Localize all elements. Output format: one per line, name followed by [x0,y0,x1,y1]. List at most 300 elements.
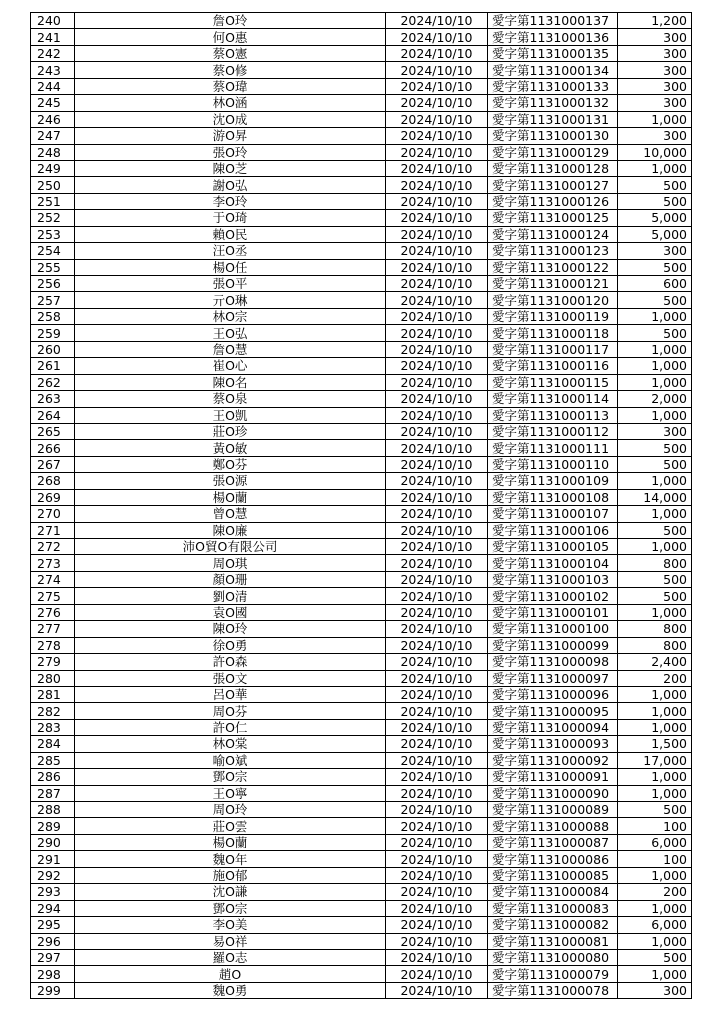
receipt-number: 愛字第1131000086 [488,851,618,867]
row-number: 295 [31,917,75,933]
donation-amount: 300 [618,95,692,111]
table-row [31,111,692,127]
row-number: 298 [31,966,75,982]
table-row [31,259,692,275]
row-number: 285 [31,752,75,768]
receipt-number: 愛字第1131000136 [488,29,618,45]
donor-name: 林O宗 [75,308,386,324]
row-number: 273 [31,555,75,571]
table-row [31,391,692,407]
donor-name: 亓O琳 [75,292,386,308]
table-row [31,637,692,653]
donation-date: 2024/10/10 [386,292,488,308]
table-row [31,834,692,850]
row-number: 252 [31,210,75,226]
table-row [31,276,692,292]
donation-date: 2024/10/10 [386,193,488,209]
row-number: 243 [31,62,75,78]
row-number: 268 [31,473,75,489]
donation-amount: 100 [618,818,692,834]
donation-date: 2024/10/10 [386,900,488,916]
table-row [31,29,692,45]
donation-date: 2024/10/10 [386,621,488,637]
row-number: 296 [31,933,75,949]
table-row [31,210,692,226]
donation-date: 2024/10/10 [386,884,488,900]
receipt-number: 愛字第1131000116 [488,358,618,374]
receipt-number: 愛字第1131000085 [488,867,618,883]
donor-name: 游O昇 [75,128,386,144]
donation-date: 2024/10/10 [386,111,488,127]
donor-name: 鄭O芬 [75,456,386,472]
receipt-number: 愛字第1131000093 [488,736,618,752]
receipt-number: 愛字第1131000115 [488,374,618,390]
table-row [31,341,692,357]
table-row [31,13,692,29]
donation-date: 2024/10/10 [386,374,488,390]
receipt-number: 愛字第1131000104 [488,555,618,571]
row-number: 270 [31,506,75,522]
receipt-number: 愛字第1131000105 [488,539,618,555]
donation-date: 2024/10/10 [386,259,488,275]
receipt-number: 愛字第1131000097 [488,670,618,686]
table-row [31,555,692,571]
donor-name: 莊O珍 [75,423,386,439]
receipt-number: 愛字第1131000133 [488,78,618,94]
donation-date: 2024/10/10 [386,45,488,61]
donation-date: 2024/10/10 [386,358,488,374]
row-number: 267 [31,456,75,472]
row-number: 250 [31,177,75,193]
row-number: 246 [31,111,75,127]
receipt-number: 愛字第1131000119 [488,308,618,324]
row-number: 287 [31,785,75,801]
receipt-number: 愛字第1131000111 [488,440,618,456]
donation-date: 2024/10/10 [386,802,488,818]
table-row [31,78,692,94]
donation-date: 2024/10/10 [386,982,488,998]
donation-amount: 500 [618,588,692,604]
donation-date: 2024/10/10 [386,917,488,933]
donor-name: 沛O貿O有限公司 [75,539,386,555]
row-number: 278 [31,637,75,653]
donation-amount: 1,000 [618,407,692,423]
donor-name: 羅O志 [75,949,386,965]
table-row [31,719,692,735]
table-row [31,900,692,916]
table-row [31,982,692,998]
table-row [31,670,692,686]
receipt-number: 愛字第1131000102 [488,588,618,604]
receipt-number: 愛字第1131000125 [488,210,618,226]
table-row [31,308,692,324]
donor-name: 周O芬 [75,703,386,719]
row-number: 275 [31,588,75,604]
receipt-number: 愛字第1131000098 [488,654,618,670]
table-row [31,440,692,456]
donation-amount: 2,000 [618,391,692,407]
donation-date: 2024/10/10 [386,341,488,357]
row-number: 284 [31,736,75,752]
donation-amount: 1,000 [618,686,692,702]
donation-amount: 800 [618,621,692,637]
table-row [31,933,692,949]
table-row [31,407,692,423]
receipt-number: 愛字第1131000120 [488,292,618,308]
table-row [31,736,692,752]
donation-date: 2024/10/10 [386,670,488,686]
donor-name: 徐O勇 [75,637,386,653]
donation-amount: 1,000 [618,341,692,357]
donation-date: 2024/10/10 [386,604,488,620]
table-row [31,423,692,439]
donation-amount: 1,000 [618,966,692,982]
donor-name: 周O琪 [75,555,386,571]
donor-name: 王O弘 [75,325,386,341]
donor-name: 張O平 [75,276,386,292]
donor-name: 陳O廉 [75,522,386,538]
donation-amount: 1,000 [618,473,692,489]
donation-amount: 6,000 [618,917,692,933]
row-number: 289 [31,818,75,834]
donation-amount: 6,000 [618,834,692,850]
donation-date: 2024/10/10 [386,654,488,670]
row-number: 249 [31,160,75,176]
row-number: 257 [31,292,75,308]
table-row [31,226,692,242]
table-row [31,522,692,538]
receipt-number: 愛字第1131000127 [488,177,618,193]
donation-date: 2024/10/10 [386,966,488,982]
donor-name: 陳O名 [75,374,386,390]
donor-name: 呂O華 [75,686,386,702]
table-row [31,686,692,702]
table-row [31,966,692,982]
receipt-number: 愛字第1131000132 [488,95,618,111]
donation-amount: 800 [618,637,692,653]
table-row [31,473,692,489]
row-number: 266 [31,440,75,456]
donation-date: 2024/10/10 [386,752,488,768]
donation-date: 2024/10/10 [386,177,488,193]
donor-name: 楊O蘭 [75,834,386,850]
donation-date: 2024/10/10 [386,785,488,801]
table-row [31,654,692,670]
donation-date: 2024/10/10 [386,226,488,242]
donation-date: 2024/10/10 [386,160,488,176]
table-row [31,604,692,620]
donation-date: 2024/10/10 [386,210,488,226]
row-number: 292 [31,867,75,883]
donation-date: 2024/10/10 [386,243,488,259]
row-number: 271 [31,522,75,538]
donor-name: 鄧O宗 [75,900,386,916]
donation-amount: 800 [618,555,692,571]
donation-amount: 300 [618,243,692,259]
donation-amount: 1,000 [618,358,692,374]
donation-amount: 500 [618,456,692,472]
row-number: 253 [31,226,75,242]
receipt-number: 愛字第1131000126 [488,193,618,209]
receipt-number: 愛字第1131000122 [488,259,618,275]
donor-name: 何O惠 [75,29,386,45]
donation-amount: 1,000 [618,785,692,801]
row-number: 294 [31,900,75,916]
donor-name: 賴O民 [75,226,386,242]
row-number: 242 [31,45,75,61]
receipt-number: 愛字第1131000081 [488,933,618,949]
donation-amount: 500 [618,177,692,193]
donor-name: 顏O珊 [75,571,386,587]
receipt-number: 愛字第1131000121 [488,276,618,292]
donation-date: 2024/10/10 [386,686,488,702]
donor-name: 詹O玲 [75,13,386,29]
donation-date: 2024/10/10 [386,29,488,45]
donation-amount: 1,000 [618,867,692,883]
donor-name: 趙O [75,966,386,982]
donation-amount: 1,000 [618,703,692,719]
donation-amount: 5,000 [618,210,692,226]
receipt-number: 愛字第1131000128 [488,160,618,176]
row-number: 261 [31,358,75,374]
table-row [31,45,692,61]
row-number: 259 [31,325,75,341]
donation-date: 2024/10/10 [386,423,488,439]
donor-name: 蔡O修 [75,62,386,78]
row-number: 293 [31,884,75,900]
receipt-number: 愛字第1131000094 [488,719,618,735]
donor-name: 施O郁 [75,867,386,883]
donor-name: 張O文 [75,670,386,686]
donation-table [30,12,692,999]
donation-date: 2024/10/10 [386,473,488,489]
donor-name: 楊O任 [75,259,386,275]
donation-amount: 300 [618,45,692,61]
donation-date: 2024/10/10 [386,555,488,571]
receipt-number: 愛字第1131000096 [488,686,618,702]
row-number: 282 [31,703,75,719]
row-number: 255 [31,259,75,275]
receipt-number: 愛字第1131000101 [488,604,618,620]
donor-name: 王O寧 [75,785,386,801]
donation-amount: 200 [618,884,692,900]
donation-date: 2024/10/10 [386,440,488,456]
donation-amount: 300 [618,62,692,78]
donor-name: 許O仁 [75,719,386,735]
donation-amount: 17,000 [618,752,692,768]
table-row [31,539,692,555]
donor-name: 喻O斌 [75,752,386,768]
receipt-number: 愛字第1131000108 [488,489,618,505]
row-number: 276 [31,604,75,620]
donor-name: 王O凱 [75,407,386,423]
donor-name: 袁O國 [75,604,386,620]
donation-date: 2024/10/10 [386,703,488,719]
receipt-number: 愛字第1131000123 [488,243,618,259]
receipt-number: 愛字第1131000079 [488,966,618,982]
row-number: 248 [31,144,75,160]
donation-amount: 1,000 [618,769,692,785]
table-row [31,703,692,719]
donation-date: 2024/10/10 [386,308,488,324]
donation-amount: 1,000 [618,160,692,176]
donation-amount: 1,000 [618,374,692,390]
row-number: 254 [31,243,75,259]
donor-name: 謝O弘 [75,177,386,193]
table-row [31,374,692,390]
receipt-number: 愛字第1131000078 [488,982,618,998]
donor-name: 蔡O泉 [75,391,386,407]
donation-amount: 500 [618,440,692,456]
donation-amount: 1,000 [618,604,692,620]
table-row [31,243,692,259]
table-row [31,851,692,867]
row-number: 297 [31,949,75,965]
donation-date: 2024/10/10 [386,571,488,587]
receipt-number: 愛字第1131000117 [488,341,618,357]
table-row [31,62,692,78]
donation-date: 2024/10/10 [386,522,488,538]
receipt-number: 愛字第1131000100 [488,621,618,637]
donation-date: 2024/10/10 [386,637,488,653]
donor-name: 魏O年 [75,851,386,867]
donation-date: 2024/10/10 [386,128,488,144]
donor-name: 陳O芝 [75,160,386,176]
table-row [31,144,692,160]
table-row [31,917,692,933]
receipt-number: 愛字第1131000113 [488,407,618,423]
receipt-number: 愛字第1131000099 [488,637,618,653]
donation-date: 2024/10/10 [386,144,488,160]
receipt-number: 愛字第1131000134 [488,62,618,78]
donation-date: 2024/10/10 [386,276,488,292]
donation-amount: 500 [618,802,692,818]
donation-date: 2024/10/10 [386,933,488,949]
donation-amount: 1,500 [618,736,692,752]
receipt-number: 愛字第1131000137 [488,13,618,29]
row-number: 240 [31,13,75,29]
row-number: 286 [31,769,75,785]
receipt-number: 愛字第1131000089 [488,802,618,818]
donation-date: 2024/10/10 [386,818,488,834]
donation-amount: 500 [618,292,692,308]
donor-name: 沈O謙 [75,884,386,900]
donation-amount: 1,000 [618,900,692,916]
donation-amount: 500 [618,259,692,275]
donation-amount: 500 [618,949,692,965]
donor-name: 李O玲 [75,193,386,209]
receipt-number: 愛字第1131000106 [488,522,618,538]
receipt-number: 愛字第1131000084 [488,884,618,900]
receipt-number: 愛字第1131000080 [488,949,618,965]
donation-date: 2024/10/10 [386,867,488,883]
receipt-number: 愛字第1131000092 [488,752,618,768]
donor-name: 曾O慧 [75,506,386,522]
donation-amount: 300 [618,78,692,94]
donation-date: 2024/10/10 [386,834,488,850]
donation-amount: 1,000 [618,539,692,555]
donation-date: 2024/10/10 [386,62,488,78]
receipt-number: 愛字第1131000131 [488,111,618,127]
row-number: 264 [31,407,75,423]
donation-amount: 1,200 [618,13,692,29]
table-row [31,949,692,965]
donor-name: 林O涵 [75,95,386,111]
donor-name: 莊O雲 [75,818,386,834]
row-number: 281 [31,686,75,702]
donor-name: 李O美 [75,917,386,933]
table-row [31,769,692,785]
donor-name: 蔡O憲 [75,45,386,61]
row-number: 244 [31,78,75,94]
row-number: 283 [31,719,75,735]
table-row [31,867,692,883]
donor-name: 易O祥 [75,933,386,949]
donor-name: 黃O敏 [75,440,386,456]
table-row [31,785,692,801]
donor-name: 張O玲 [75,144,386,160]
donation-date: 2024/10/10 [386,506,488,522]
row-number: 277 [31,621,75,637]
donation-amount: 500 [618,522,692,538]
table-row [31,506,692,522]
donation-amount: 1,000 [618,111,692,127]
donation-date: 2024/10/10 [386,769,488,785]
row-number: 274 [31,571,75,587]
donation-date: 2024/10/10 [386,407,488,423]
row-number: 258 [31,308,75,324]
donation-date: 2024/10/10 [386,719,488,735]
donation-amount: 300 [618,982,692,998]
donation-amount: 600 [618,276,692,292]
receipt-number: 愛字第1131000112 [488,423,618,439]
donation-amount: 300 [618,423,692,439]
row-number: 260 [31,341,75,357]
row-number: 245 [31,95,75,111]
row-number: 251 [31,193,75,209]
donor-name: 張O源 [75,473,386,489]
table-row [31,325,692,341]
donor-name: 許O森 [75,654,386,670]
row-number: 265 [31,423,75,439]
donation-amount: 10,000 [618,144,692,160]
table-row [31,752,692,768]
donation-date: 2024/10/10 [386,13,488,29]
receipt-number: 愛字第1131000130 [488,128,618,144]
table-row [31,571,692,587]
table-row [31,177,692,193]
row-number: 290 [31,834,75,850]
row-number: 288 [31,802,75,818]
donation-amount: 300 [618,29,692,45]
row-number: 291 [31,851,75,867]
receipt-number: 愛字第1131000107 [488,506,618,522]
donor-name: 劉O清 [75,588,386,604]
donation-date: 2024/10/10 [386,391,488,407]
donor-name: 崔O心 [75,358,386,374]
donor-name: 魏O勇 [75,982,386,998]
receipt-number: 愛字第1131000135 [488,45,618,61]
table-row [31,128,692,144]
receipt-number: 愛字第1131000114 [488,391,618,407]
donation-amount: 500 [618,571,692,587]
donor-name: 汪O丞 [75,243,386,259]
table-row [31,588,692,604]
donation-amount: 100 [618,851,692,867]
row-number: 269 [31,489,75,505]
row-number: 299 [31,982,75,998]
donation-amount: 500 [618,193,692,209]
